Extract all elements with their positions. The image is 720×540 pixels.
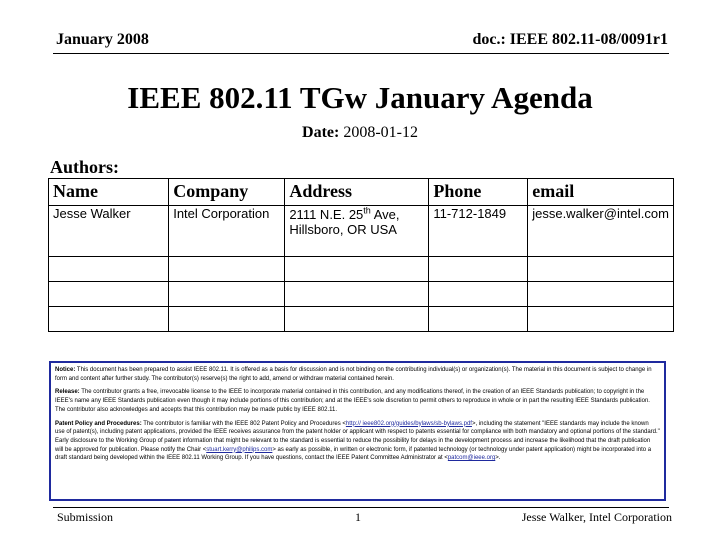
table-row bbox=[49, 206, 674, 257]
notice-paragraph: Notice: This document has been prepared to assist IEEE 802.11. It is offered as a basis for discussion and is not binding on the contributing individual(s) or organization(s). The material in this document is subject to change in form and content after further study. The contributor(s) reserve(s) the right to add, amend or withdraw material contained herein. bbox=[55, 367, 652, 382]
date-value: 2008-01-12 bbox=[343, 124, 418, 141]
patent-paragraph: Patent Policy and Procedures: The contributor is familiar with the IEEE 802 Patent Policy and Procedures <http:// ieee802.org/guides/bylaws/sb-bylaws.pdf>, including the statement "IEEE standards may include the known use of patent(s), including patent applications, provided the IEEE receives assurance from the patent holder or applicant with respect to patents essential for compliance with both mandatory and optional portions of the standard." Early disclosure to the Working Group of patent information that might be relevant to the standard is essential to reduce the possibility for delays in the development process and increase the likelihood that the draft publication will be approved for publication. Please notify the Chair <stuart.kerry@philips.com> as early as possible, in written or electronic form, if patented technology (or technology under patent application) might be incorporated into a draft standard being developed within the IEEE 802.11 Working Group. If you have questions, contact the IEEE Patent Committee Administrator at <patcom@ieee.org>. bbox=[55, 420, 660, 462]
footer-divider bbox=[53, 507, 669, 508]
header-divider bbox=[53, 53, 669, 54]
slide-title: IEEE 802.11 TGw January Agenda bbox=[127, 80, 593, 115]
address-line2: Hillsboro, OR USA bbox=[289, 222, 397, 238]
patcom-email-link[interactable]: patcom@ieee.org bbox=[447, 455, 496, 462]
table-row bbox=[49, 282, 674, 307]
author-phone: 11-712-1849 bbox=[429, 206, 528, 257]
column-header-company: Company bbox=[169, 179, 285, 206]
table-row bbox=[49, 307, 674, 332]
bylaws-link[interactable]: http:// ieee802.org/guides/bylaws/sb-bylaws.pdf bbox=[345, 420, 472, 427]
table-row bbox=[49, 257, 674, 282]
date-label: Date: bbox=[302, 124, 340, 141]
column-header-email: email bbox=[528, 179, 674, 206]
author-address bbox=[285, 206, 429, 257]
address-line1: 2111 N.E. 25th Ave, bbox=[289, 206, 400, 223]
header-date: January 2008 bbox=[56, 31, 149, 48]
chair-email-link[interactable]: stuart.kerry@philips.com bbox=[206, 446, 273, 453]
author-company: Intel Corporation bbox=[169, 206, 285, 257]
author-name: Jesse Walker bbox=[49, 206, 169, 257]
author-email: jesse.walker@intel.com bbox=[528, 206, 674, 257]
header-doc-id: doc.: IEEE 802.11-08/0091r1 bbox=[472, 31, 668, 48]
date-line bbox=[0, 124, 720, 142]
page-number: 1 bbox=[355, 510, 361, 524]
footer-author: Jesse Walker, Intel Corporation bbox=[521, 510, 672, 524]
authors-table bbox=[48, 178, 674, 332]
footer-submission: Submission bbox=[57, 510, 114, 524]
column-header-address: Address bbox=[285, 179, 429, 206]
notice-box bbox=[49, 361, 666, 501]
column-header-name: Name bbox=[49, 179, 169, 206]
table-header-row bbox=[49, 179, 674, 206]
address-superscript: th bbox=[363, 206, 371, 216]
authors-label: Authors: bbox=[50, 157, 120, 177]
column-header-phone: Phone bbox=[429, 179, 528, 206]
release-paragraph: Release: The contributor grants a free, irrevocable license to the IEEE to incorporate material contained in this contribution, and any modifications thereof, in the creation of an IEEE Standards publication; to copyright in the IEEE's name any IEEE Standards publication even though it may include portions of this contribution; and at the IEEE's sole discretion to permit others to reproduce in whole or in part the resulting IEEE Standards publication. The contributor also acknowledges and accepts that this contribution may be made public by IEEE 802.11. bbox=[55, 389, 650, 413]
